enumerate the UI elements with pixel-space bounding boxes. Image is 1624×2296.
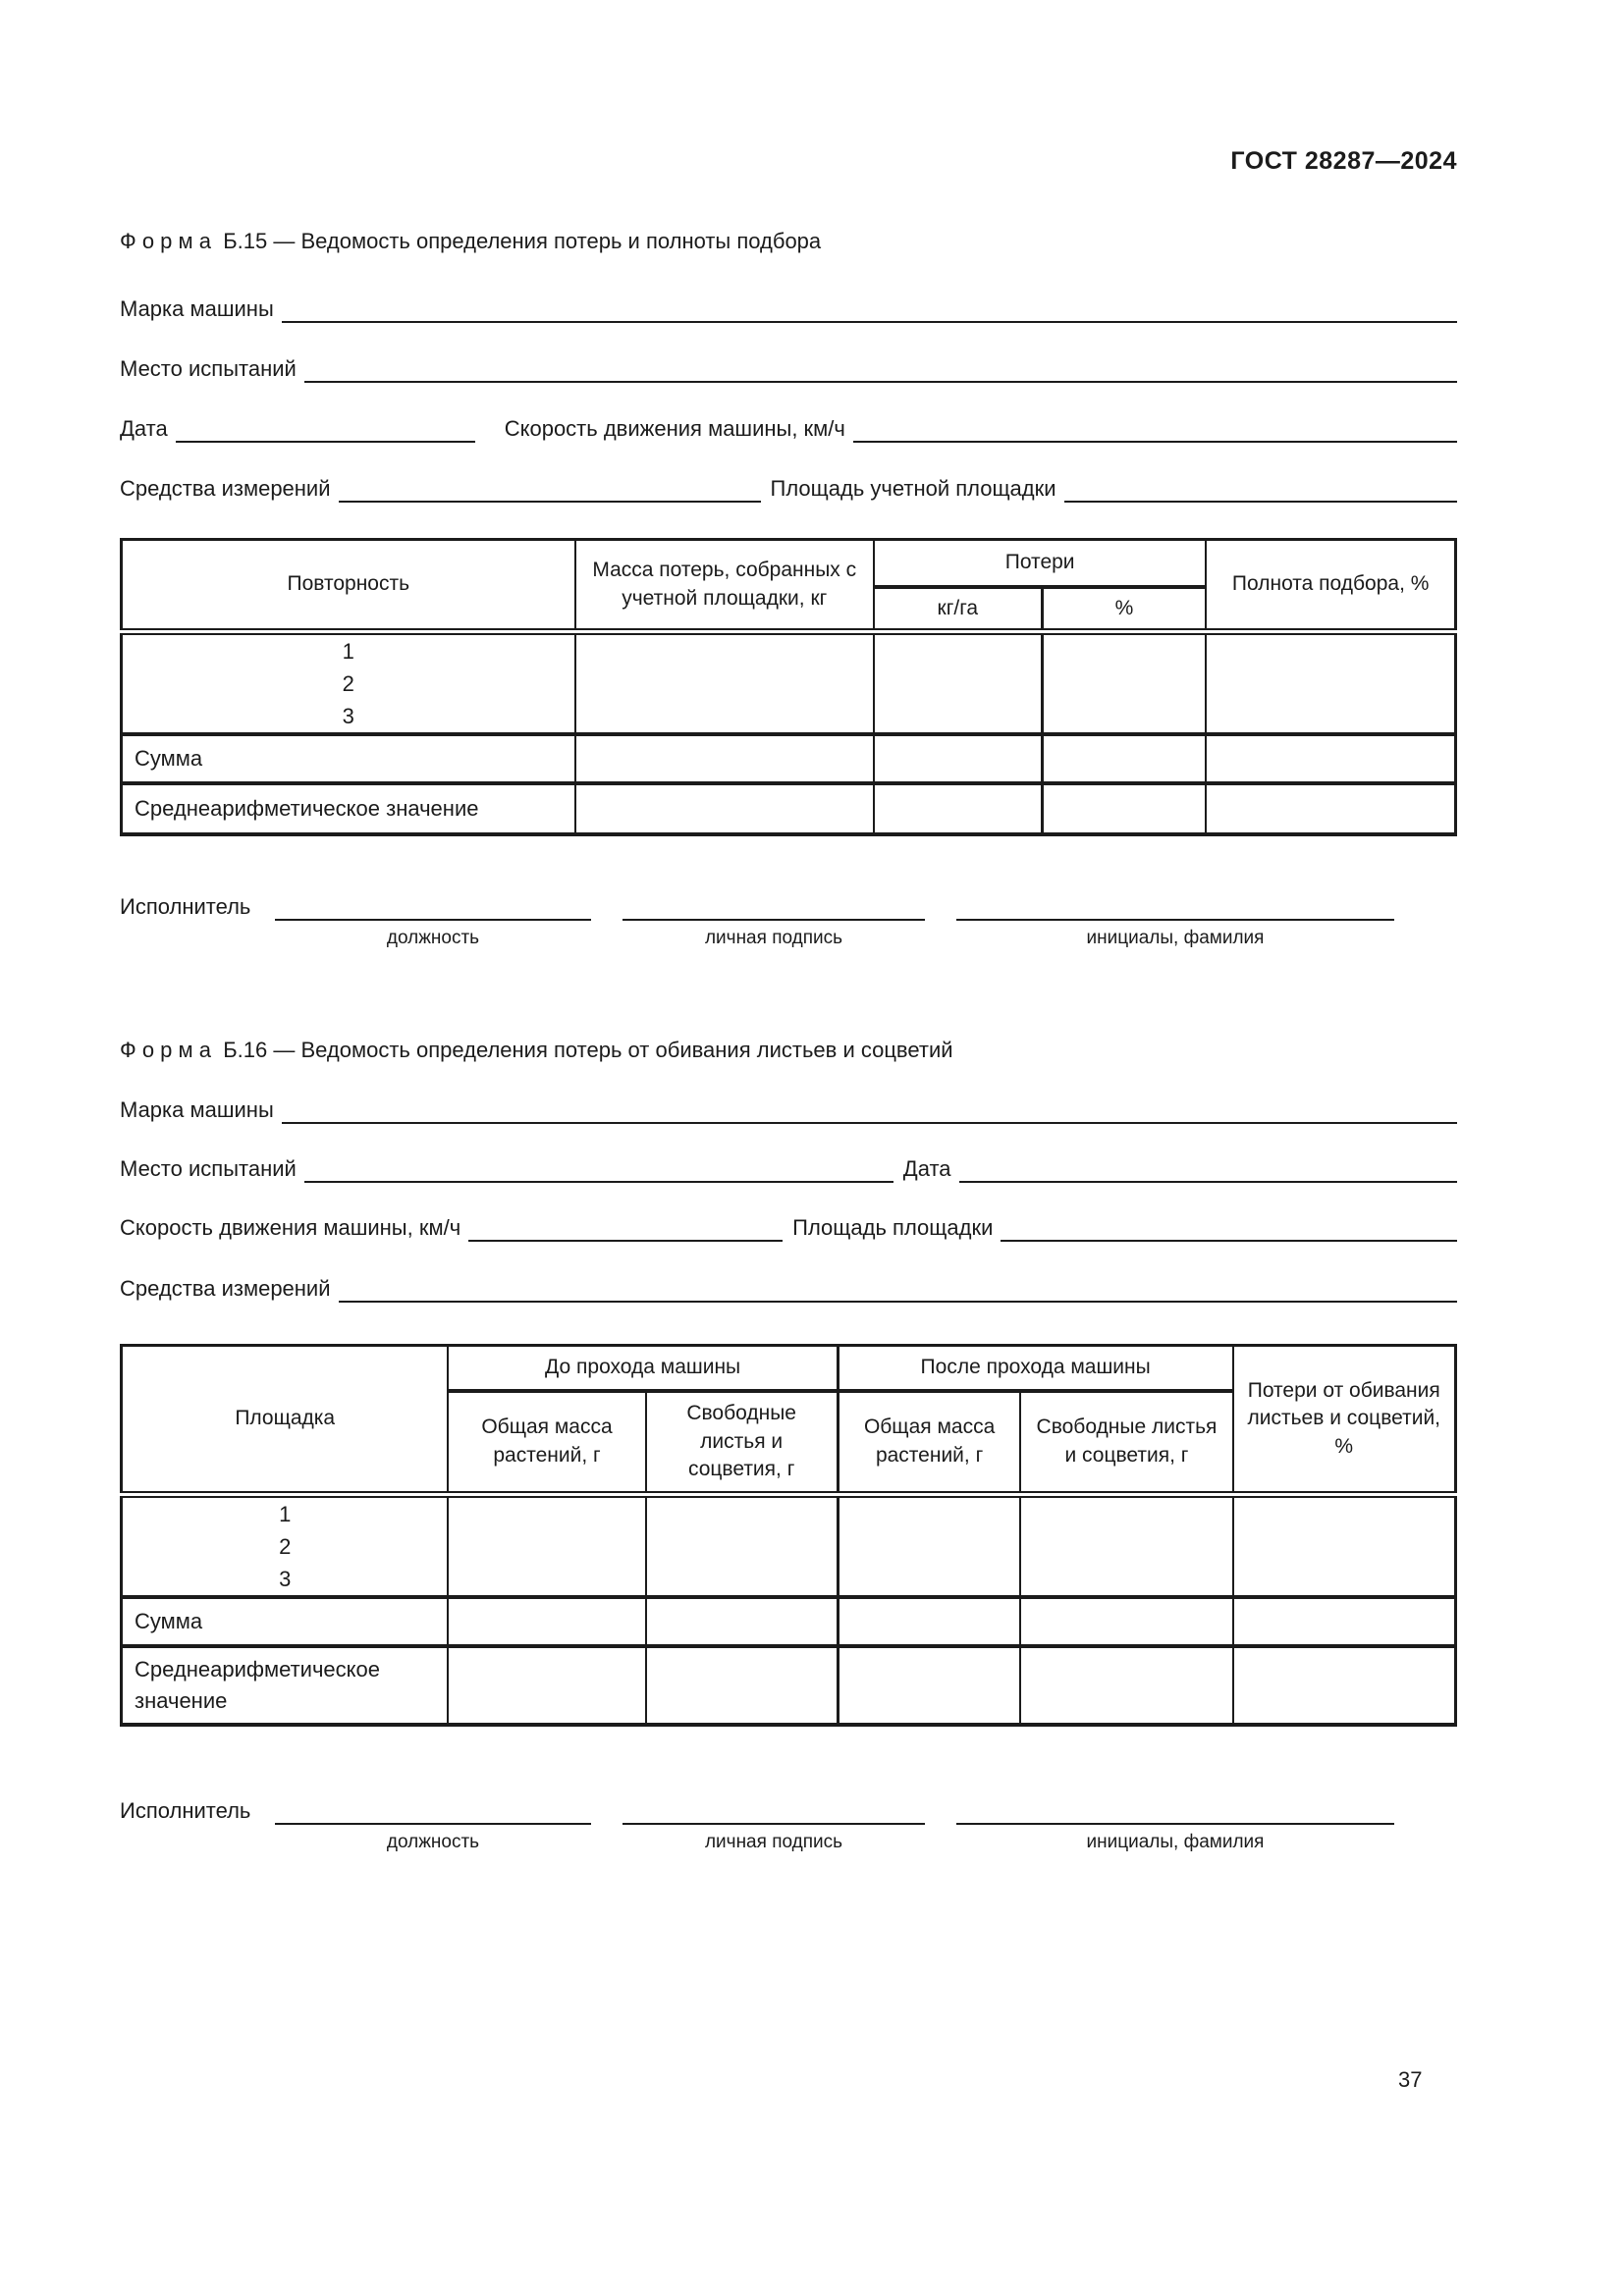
plot-number: 3 xyxy=(279,1567,292,1591)
empty-cell xyxy=(1206,783,1455,834)
table-row-mean xyxy=(122,783,1456,834)
blank-line xyxy=(282,1098,1457,1124)
empty-cell xyxy=(1042,783,1206,834)
table-b16-leaf-losses xyxy=(120,1344,1457,1727)
field-b16-speed-area xyxy=(120,1212,1457,1242)
col-header-mass: Масса потерь, собранных с учетной площадки, кг xyxy=(575,540,874,632)
col-header-before-group: До прохода машины xyxy=(448,1346,838,1391)
blank-line xyxy=(339,477,761,503)
field-b15-test-place xyxy=(120,353,1457,383)
row-label-mean: Среднеарифметическое значение xyxy=(122,783,575,834)
blank-line xyxy=(956,897,1394,921)
form-b16-title: Ф о р м а Б.16 — Ведомость определения потерь от обивания листьев и соцветий xyxy=(120,1038,953,1062)
blank-line xyxy=(304,357,1457,383)
caption-signature: личная подпись xyxy=(704,1831,843,1852)
empty-cell xyxy=(1206,632,1455,735)
empty-cell xyxy=(1042,734,1206,783)
empty-cell xyxy=(1206,734,1455,783)
col-header-percent: % xyxy=(1042,587,1206,632)
field-label: Место испытаний xyxy=(120,1156,297,1181)
empty-cell xyxy=(874,734,1042,783)
form-b16-section xyxy=(120,1038,1457,1853)
col-header-losses-group: Потери xyxy=(874,540,1206,587)
col-header-total-mass-before: Общая масса растений, г xyxy=(448,1391,645,1495)
executor-block-b15 xyxy=(120,893,1394,949)
col-header-repetition: Повторность xyxy=(122,540,575,632)
blank-line xyxy=(282,297,1457,323)
empty-cell xyxy=(575,783,874,834)
empty-cell xyxy=(1233,1597,1456,1646)
caption-initials: инициалы, фамилия xyxy=(1086,1831,1265,1852)
col-header-kg-per-ha: кг/га xyxy=(874,587,1042,632)
field-label: Скорость движения машины, км/ч xyxy=(504,416,845,441)
empty-cell xyxy=(838,1597,1020,1646)
spacer xyxy=(120,1832,244,1853)
blank-line xyxy=(304,1157,893,1183)
empty-cell xyxy=(1233,1646,1456,1725)
empty-cell xyxy=(575,632,874,735)
repetition-number: 1 xyxy=(342,639,354,664)
empty-cell xyxy=(1020,1597,1232,1646)
blank-line xyxy=(623,897,925,921)
blank-line xyxy=(468,1216,783,1242)
col-header-total-mass-after: Общая масса растений, г xyxy=(838,1391,1020,1495)
field-label: Средства измерений xyxy=(120,476,331,501)
row-label-sum: Сумма xyxy=(122,734,575,783)
empty-cell xyxy=(838,1646,1020,1725)
col-header-after-group: После прохода машины xyxy=(838,1346,1232,1391)
caption-position: должность xyxy=(386,1831,480,1852)
col-header-leaf-losses: Потери от обивания листьев и соцветий, % xyxy=(1233,1346,1456,1495)
form-b15-section xyxy=(120,229,1457,949)
empty-cell xyxy=(646,1646,839,1725)
empty-cell xyxy=(1020,1646,1232,1725)
empty-cell xyxy=(1233,1495,1456,1598)
table-row-plots xyxy=(122,1495,1456,1598)
executor-captions xyxy=(120,1832,1394,1853)
col-header-completeness: Полнота подбора, % xyxy=(1206,540,1455,632)
spacer xyxy=(120,928,244,949)
field-b15-machine-brand xyxy=(120,294,1457,323)
field-label: Марка машины xyxy=(120,296,274,321)
field-b16-machine-brand xyxy=(120,1095,1457,1124)
blank-line xyxy=(275,1801,591,1825)
empty-cell xyxy=(448,1495,645,1598)
blank-line xyxy=(176,417,475,443)
blank-line xyxy=(623,1801,925,1825)
plot-number: 2 xyxy=(279,1534,292,1559)
table-row-sum xyxy=(122,734,1456,783)
executor-row xyxy=(120,1797,1394,1825)
empty-cell xyxy=(874,783,1042,834)
blank-line xyxy=(339,1277,1457,1303)
blank-line xyxy=(1001,1216,1457,1242)
executor-block-b16 xyxy=(120,1797,1394,1853)
plot-number: 1 xyxy=(279,1502,292,1526)
page-content xyxy=(120,0,1457,1853)
executor-captions xyxy=(120,928,1394,949)
col-header-free-leaves-after: Свободные листья и соцветия, г xyxy=(1020,1391,1232,1495)
blank-line xyxy=(1064,477,1457,503)
empty-cell xyxy=(838,1495,1020,1598)
field-b15-date-speed xyxy=(120,413,1457,443)
caption-signature: личная подпись xyxy=(704,928,843,948)
field-b15-instruments-area xyxy=(120,473,1457,503)
field-b16-place-date xyxy=(120,1153,1457,1183)
field-label: Место испытаний xyxy=(120,356,297,381)
table-b15-losses xyxy=(120,538,1457,836)
field-label: Дата xyxy=(902,1156,951,1181)
row-label-mean: Среднеарифметическое значение xyxy=(122,1646,449,1725)
repetition-numbers-cell xyxy=(122,632,575,735)
repetition-number: 2 xyxy=(342,671,354,696)
field-label: Площадь площадки xyxy=(792,1215,994,1240)
field-label: Скорость движения машины, км/ч xyxy=(120,1215,461,1240)
field-label: Площадь учетной площадки xyxy=(770,476,1056,501)
empty-cell xyxy=(646,1495,839,1598)
table-row-sum xyxy=(122,1597,1456,1646)
empty-cell xyxy=(448,1646,645,1725)
empty-cell xyxy=(575,734,874,783)
standard-code-header: ГОСТ 28287—2024 xyxy=(1230,147,1457,175)
caption-position: должность xyxy=(386,928,480,948)
plot-numbers-cell xyxy=(122,1495,449,1598)
table-row-mean xyxy=(122,1646,1456,1725)
empty-cell xyxy=(448,1597,645,1646)
blank-line xyxy=(853,417,1457,443)
empty-cell xyxy=(646,1597,839,1646)
field-b16-instruments xyxy=(120,1273,1457,1303)
field-label: Средства измерений xyxy=(120,1276,331,1301)
page-number: 37 xyxy=(1398,2067,1423,2092)
blank-line xyxy=(275,897,591,921)
col-header-plot: Площадка xyxy=(122,1346,449,1495)
field-label: Марка машины xyxy=(120,1097,274,1122)
row-label-sum: Сумма xyxy=(122,1597,449,1646)
field-label: Дата xyxy=(120,416,168,441)
executor-label: Исполнитель xyxy=(120,1797,251,1823)
blank-line xyxy=(956,1801,1394,1825)
empty-cell xyxy=(874,632,1042,735)
form-b15-title: Ф о р м а Б.15 — Ведомость определения потерь и полноты подбора xyxy=(120,229,822,253)
executor-row xyxy=(120,893,1394,921)
table-row-repetitions xyxy=(122,632,1456,735)
empty-cell xyxy=(1020,1495,1232,1598)
executor-label: Исполнитель xyxy=(120,894,251,919)
repetition-number: 3 xyxy=(342,704,354,728)
col-header-free-leaves-before: Свободные листья и соцветия, г xyxy=(646,1391,839,1495)
empty-cell xyxy=(1042,632,1206,735)
blank-line xyxy=(959,1157,1457,1183)
caption-initials: инициалы, фамилия xyxy=(1086,928,1265,948)
